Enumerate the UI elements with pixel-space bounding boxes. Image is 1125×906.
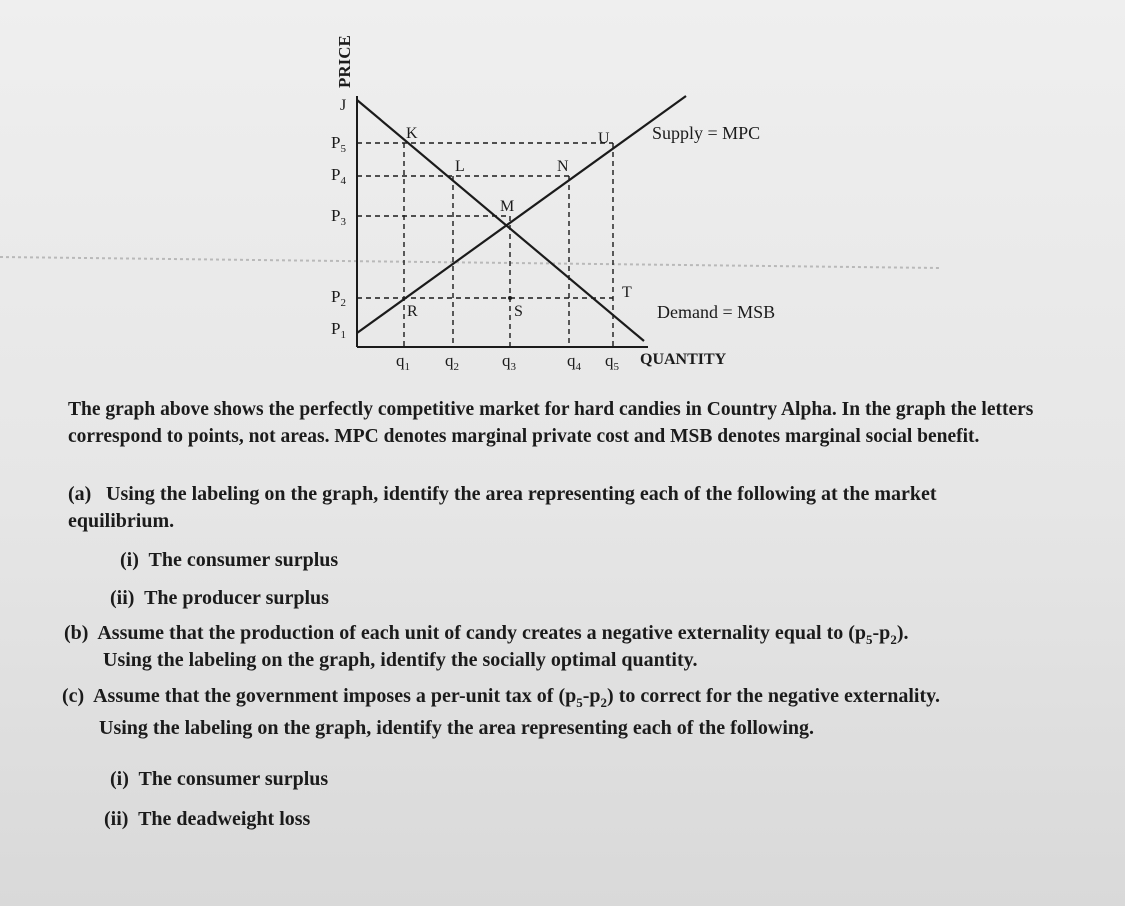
question-c-i-label: (i) — [110, 768, 129, 790]
question-c-sub-1: 5 — [576, 695, 583, 710]
question-c-mid: -p — [582, 685, 601, 707]
price-label-p4: $P_4$ — [331, 165, 346, 187]
bleed-through-line — [0, 257, 940, 268]
quantity-axis-label: QUANTITY — [640, 351, 727, 368]
quantity-label-q5: $q_5$ — [605, 351, 619, 373]
question-c-ii — [104, 808, 310, 831]
point-label-l: L — [455, 158, 465, 175]
question-b-text-1: Assume that the production of each unit of candy creates a negative externality equal to (p — [97, 622, 867, 644]
quantity-label-q4: $q_4$ — [567, 351, 581, 373]
point-label-r: R — [407, 303, 418, 320]
question-c-i — [110, 768, 328, 791]
question-c-line1 — [62, 685, 1072, 711]
supply-demand-graph — [0, 0, 1125, 380]
question-c-text-1: Assume that the government imposes a per-unit tax of (p — [93, 685, 577, 707]
point-label-u: U — [598, 130, 610, 147]
question-b-sub-1: 5 — [866, 632, 873, 647]
question-c-sub-2: 2 — [600, 695, 608, 710]
question-b-mid: -p — [872, 622, 891, 644]
price-guides — [357, 143, 613, 298]
question-c-i-text: The consumer surplus — [138, 768, 329, 790]
question-a-ii-text: The producer surplus — [144, 587, 329, 609]
quantity-guides — [404, 143, 613, 347]
question-c-ii-text: The deadweight loss — [138, 808, 311, 830]
point-label-n: N — [557, 158, 569, 175]
point-label-m: M — [500, 198, 515, 215]
question-a-text: Using the labeling on the graph, identify the area representing each of the following at the market equilibrium. — [68, 483, 937, 532]
question-b-end: ). — [896, 622, 909, 644]
question-a-label: (a) — [68, 483, 92, 505]
question-c-ii-label: (ii) — [104, 808, 129, 830]
point-label-k: K — [406, 125, 418, 142]
question-a-i — [120, 549, 338, 572]
question-a-i-text: The consumer surplus — [148, 549, 339, 571]
point-label-s: S — [514, 303, 523, 320]
question-c-label: (c) — [62, 685, 85, 707]
price-label-p2: $P_2$ — [331, 287, 346, 309]
point-s-dot — [508, 296, 512, 300]
demand-label: Demand = MSB — [657, 302, 776, 322]
quantity-label-q1: $q_1$ — [396, 351, 410, 373]
intro-paragraph: The graph above shows the perfectly competitive market for hard candies in Country Alpha. In the graph the letters correspond to points, not areas. MPC denotes marginal private cost and MSB denotes marginal social benefit. — [68, 399, 1034, 447]
price-label-p1: $P_1$ — [331, 319, 346, 341]
supply-label: Supply = MPC — [652, 123, 761, 143]
question-b-sub-2: 2 — [890, 632, 897, 647]
quantity-label-q3: $q_3$ — [502, 351, 516, 373]
question-b-line1 — [64, 622, 1064, 648]
price-label-p3: $P_3$ — [331, 206, 346, 228]
question-a-ii-label: (ii) — [110, 587, 135, 609]
price-label-p5: $P_5$ — [331, 133, 346, 155]
question-b-line2: Using the labeling on the graph, identify the socially optimal quantity. — [103, 649, 698, 671]
question-a — [68, 481, 1028, 535]
question-b-label: (b) — [64, 622, 89, 644]
price-label-j: J — [340, 97, 347, 114]
question-a-ii — [110, 587, 329, 610]
price-axis-label: PRICE — [335, 35, 354, 88]
question-c-end: ) to correct for the negative externality. — [607, 685, 941, 707]
question-c-line2: Using the labeling on the graph, identify the area representing each of the following. — [99, 717, 814, 739]
point-label-t: T — [622, 284, 632, 301]
quantity-label-q2: $q_2$ — [445, 351, 459, 373]
question-a-i-label: (i) — [120, 549, 139, 571]
